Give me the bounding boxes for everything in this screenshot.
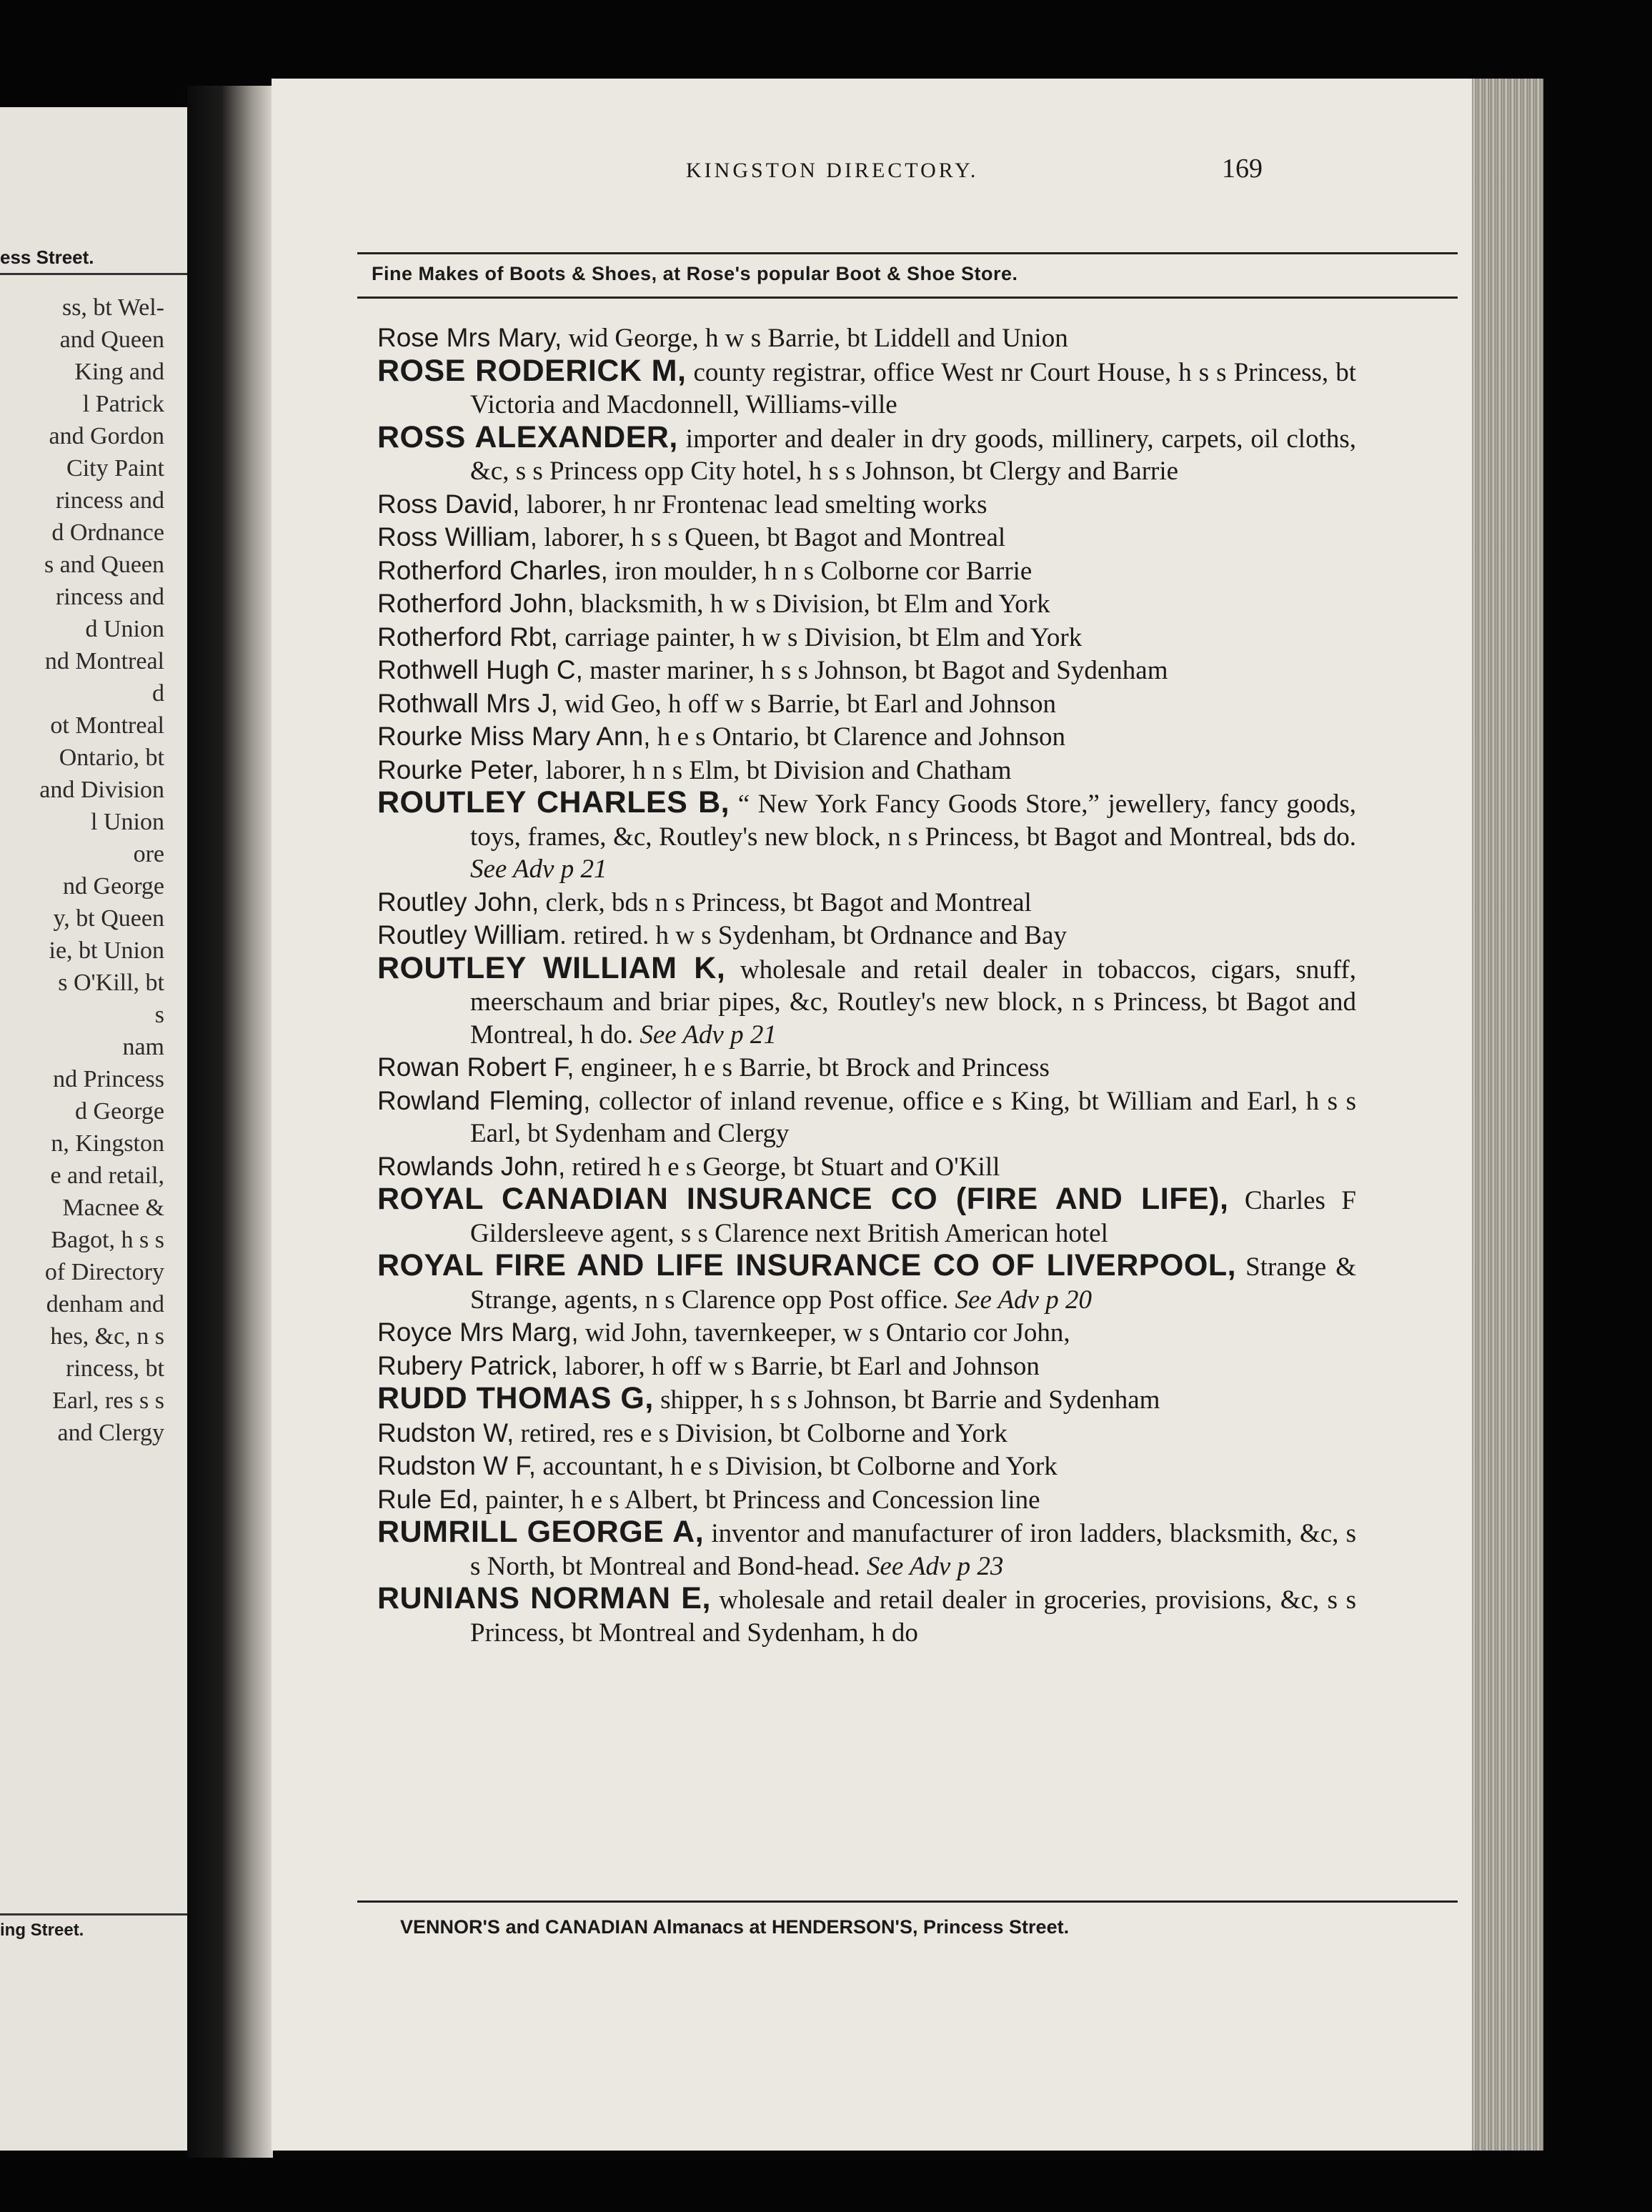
left-page-line: hes, &c, n s bbox=[50, 1323, 164, 1350]
directory-entry bbox=[377, 322, 1356, 355]
left-page-line: denham and bbox=[46, 1291, 164, 1317]
directory-entry bbox=[377, 1316, 1356, 1350]
left-page-line: ie, bt Union bbox=[49, 937, 164, 964]
entry-description: inventor and manufacturer of iron ladders, blacksmith, &c, s s North, bt Montreal and Bond-head. bbox=[470, 1519, 1357, 1581]
entry-description: Strange & Strange, agents, n s Clarence opp Post office. bbox=[470, 1252, 1356, 1315]
directory-entry-featured bbox=[377, 952, 1356, 1052]
left-page-line: d bbox=[152, 680, 164, 707]
directory-entries bbox=[377, 322, 1356, 1649]
entry-name: Rourke Peter, bbox=[377, 754, 539, 784]
entry-description: wholesale and retail dealer in groceries, provisions, &c, s s Princess, bt Montreal and Sydenham, h do bbox=[470, 1585, 1356, 1648]
entry-name: Rowlands John, bbox=[377, 1151, 566, 1181]
directory-entry-featured bbox=[377, 1516, 1356, 1583]
directory-entry bbox=[377, 1350, 1356, 1383]
entry-name: ROYAL CANADIAN INSURANCE CO (FIRE AND LIFE), bbox=[377, 1182, 1229, 1216]
entry-description: engineer, h e s Barrie, bt Brock and Princess bbox=[574, 1053, 1050, 1082]
directory-entry bbox=[377, 1051, 1356, 1085]
left-page-line: ss, bt Wel- bbox=[61, 294, 164, 321]
entry-description: wid John, tavernkeeper, w s Ontario cor John, bbox=[578, 1318, 1070, 1347]
directory-entry-featured bbox=[377, 1583, 1356, 1649]
left-page-line: s bbox=[154, 1002, 164, 1028]
running-title: KINGSTON DIRECTORY. bbox=[686, 159, 979, 182]
entry-name: Routley William. bbox=[377, 920, 567, 950]
entry-name: Rudston W, bbox=[377, 1418, 514, 1448]
entry-description: iron moulder, h n s Colborne cor Barrie bbox=[607, 556, 1032, 586]
entry-description: carriage painter, h w s Division, bt Elm and York bbox=[557, 622, 1083, 652]
left-page-line: and Clergy bbox=[57, 1420, 164, 1446]
left-page-line: s and Queen bbox=[44, 552, 164, 578]
entry-description: shipper, h s s Johnson, bt Barrie and Sydenham bbox=[653, 1385, 1160, 1415]
entry-name: Rotherford Rbt, bbox=[377, 622, 558, 652]
entry-name: Ross David, bbox=[377, 489, 520, 519]
left-page-line: l Union bbox=[91, 809, 164, 835]
left-page-line: City Paint bbox=[66, 455, 164, 482]
directory-entry bbox=[377, 554, 1356, 588]
entry-name: Rotherford Charles, bbox=[377, 555, 608, 585]
directory-entry bbox=[377, 1085, 1356, 1150]
directory-entry bbox=[377, 1417, 1356, 1450]
directory-entry-featured bbox=[377, 355, 1356, 422]
entry-name: Rose Mrs Mary, bbox=[377, 323, 562, 352]
entry-name: ROSE RODERICK M, bbox=[377, 353, 687, 388]
entry-name: ROYAL FIRE AND LIFE INSURANCE CO OF LIVERPOOL, bbox=[377, 1248, 1237, 1282]
left-page-line: n, Kingston bbox=[51, 1130, 164, 1157]
left-page-line: d George bbox=[75, 1098, 164, 1125]
entry-description: clerk, bds n s Princess, bt Bagot and Montreal bbox=[539, 887, 1032, 917]
entry-description: “ New York Fancy Goods Store,” jewellery, fancy goods, toys, frames, &c, Routley's new block, n s Princess, bt Bagot and Montreal, bds do. bbox=[470, 789, 1357, 852]
left-page-line: d Ordnance bbox=[51, 519, 164, 546]
left-page-top-rule bbox=[0, 273, 187, 275]
left-page-line: ot Montreal bbox=[50, 712, 164, 739]
entry-description: retired, res e s Division, bt Colborne and York bbox=[514, 1418, 1007, 1448]
left-page-line: s O'Kill, bt bbox=[58, 970, 164, 996]
left-page-line: nd Princess bbox=[53, 1066, 164, 1092]
entry-description: retired. h w s Sydenham, bt Ordnance and Bay bbox=[567, 921, 1067, 950]
directory-entry bbox=[377, 754, 1356, 787]
bottom-advertisement: VENNOR'S and CANADIAN Almanacs at HENDERSON'S, Princess Street. bbox=[400, 1916, 1070, 1938]
directory-entry bbox=[377, 654, 1356, 687]
left-page-line: ore bbox=[133, 841, 164, 867]
left-page-line: nd George bbox=[63, 873, 164, 900]
left-page-line: rincess and bbox=[55, 584, 164, 610]
directory-entry bbox=[377, 919, 1356, 952]
entry-description: master mariner, h s s Johnson, bt Bagot and Sydenham bbox=[582, 656, 1168, 685]
entry-description: wid George, h w s Barrie, bt Liddell and Union bbox=[562, 324, 1068, 353]
left-page-line: nam bbox=[122, 1034, 164, 1060]
book-gutter bbox=[187, 86, 273, 2158]
left-page-line: Ontario, bt bbox=[59, 744, 164, 771]
entry-advertisement-reference: See Adv p 20 bbox=[948, 1285, 1092, 1315]
left-facing-page bbox=[0, 107, 189, 2151]
entry-name: Rule Ed, bbox=[377, 1484, 479, 1514]
entry-name: Rudston W F, bbox=[377, 1451, 537, 1480]
left-page-line: rincess and bbox=[55, 487, 164, 514]
left-page-line: e and retail, bbox=[50, 1162, 164, 1189]
directory-entry bbox=[377, 1483, 1356, 1517]
left-page-line: and Gordon bbox=[49, 423, 164, 449]
directory-entry bbox=[377, 587, 1356, 621]
left-page-line: nd Montreal bbox=[44, 648, 164, 674]
directory-entry bbox=[377, 687, 1356, 721]
entry-name: Rothwall Mrs J, bbox=[377, 688, 558, 718]
directory-entry bbox=[377, 1150, 1356, 1184]
left-page-line: Bagot, h s s bbox=[51, 1227, 164, 1253]
entry-description: wholesale and retail dealer in tobaccos, cigars, snuff, meerschaum and briar pipes, &c, Routley's new block, n s Princess, bt Bagot and Montreal, h do. bbox=[470, 955, 1357, 1050]
entry-description: importer and dealer in dry goods, millinery, carpets, oil cloths, &c, s s Princess opp City hotel, h s s Johnson, bt Clergy and Barrie bbox=[470, 424, 1356, 486]
entry-description: retired h e s George, bt Stuart and O'Kill bbox=[565, 1152, 1000, 1182]
entry-name: ROSS ALEXANDER, bbox=[377, 419, 678, 454]
entry-description: laborer, h n s Elm, bt Division and Chatham bbox=[539, 755, 1012, 785]
entry-advertisement-reference: See Adv p 21 bbox=[470, 855, 607, 884]
directory-entry bbox=[377, 488, 1356, 522]
entry-name: ROUTLEY WILLIAM K, bbox=[377, 950, 726, 985]
entry-name: Rubery Patrick, bbox=[377, 1350, 558, 1380]
entry-name: Rotherford John, bbox=[377, 589, 574, 618]
left-page-line: rincess, bt bbox=[66, 1355, 164, 1382]
entry-name: Ross William, bbox=[377, 522, 538, 552]
left-page-footer: ing Street. bbox=[0, 1920, 84, 1940]
directory-entry bbox=[377, 720, 1356, 754]
directory-entry-featured bbox=[377, 1382, 1356, 1417]
left-page-header: ess Street. bbox=[0, 246, 94, 268]
entry-name: ROUTLEY CHARLES B, bbox=[377, 785, 730, 819]
entry-description: h e s Ontario, bt Clarence and Johnson bbox=[650, 722, 1066, 752]
entry-name: RUDD THOMAS G, bbox=[377, 1381, 654, 1415]
entry-name: RUMRILL GEORGE A, bbox=[377, 1515, 705, 1549]
entry-description: laborer, h off w s Barrie, bt Earl and Johnson bbox=[557, 1351, 1040, 1381]
left-page-line: d Union bbox=[85, 616, 164, 642]
entry-name: RUNIANS NORMAN E, bbox=[377, 1581, 711, 1615]
entry-name: Royce Mrs Marg, bbox=[377, 1317, 579, 1347]
top-advertisement: Fine Makes of Boots & Shoes, at Rose's popular Boot & Shoe Store. bbox=[372, 263, 1018, 284]
entry-description: Charles F Gildersleeve agent, s s Clarence next British American hotel bbox=[470, 1186, 1356, 1248]
left-page-bottom-rule bbox=[0, 1913, 187, 1915]
left-page-line: Macnee & bbox=[62, 1195, 164, 1221]
entry-description: laborer, h nr Frontenac lead smelting works bbox=[519, 489, 987, 519]
left-page-line: King and bbox=[74, 359, 164, 385]
entry-name: Rourke Miss Mary Ann, bbox=[377, 722, 651, 751]
directory-entry bbox=[377, 1450, 1356, 1483]
entry-advertisement-reference: See Adv p 21 bbox=[633, 1020, 777, 1050]
entry-description: blacksmith, h w s Division, bt Elm and York bbox=[574, 589, 1050, 619]
entry-description: collector of inland revenue, office e s King, bt William and Earl, h s s Earl, bt Sydenham and Clergy bbox=[470, 1086, 1356, 1148]
left-page-line: and Division bbox=[39, 777, 164, 803]
entry-description: painter, h e s Albert, bt Princess and Concession line bbox=[478, 1485, 1040, 1515]
entry-name: Rowland Fleming, bbox=[377, 1085, 591, 1115]
directory-entry-featured bbox=[377, 1250, 1356, 1316]
entry-name: Rothwell Hugh C, bbox=[377, 655, 583, 684]
directory-entry bbox=[377, 521, 1356, 554]
entry-description: accountant, h e s Division, bt Colborne and York bbox=[536, 1452, 1058, 1481]
header-rule bbox=[357, 252, 1458, 254]
left-page-line: Earl, res s s bbox=[52, 1388, 164, 1414]
entry-name: Routley John, bbox=[377, 887, 539, 917]
directory-page bbox=[272, 79, 1472, 2151]
left-page-line: y, bt Queen bbox=[53, 905, 164, 932]
directory-entry bbox=[377, 886, 1356, 920]
entry-name: Rowan Robert F, bbox=[377, 1052, 574, 1082]
entry-advertisement-reference: See Adv p 23 bbox=[860, 1551, 1004, 1581]
top-ad-rule bbox=[357, 297, 1458, 299]
left-page-line: l Patrick bbox=[82, 391, 164, 417]
entry-description: county registrar, office West nr Court House, h s s Princess, bt Victoria and Macdonnell, Williams-ville bbox=[470, 357, 1356, 419]
directory-entry-featured bbox=[377, 419, 1356, 488]
page-number: 169 bbox=[1222, 154, 1263, 184]
bottom-rule bbox=[357, 1900, 1458, 1903]
left-page-line: and Queen bbox=[59, 327, 164, 353]
entry-description: laborer, h s s Queen, bt Bagot and Montreal bbox=[537, 523, 1006, 552]
directory-entry-featured bbox=[377, 787, 1356, 886]
directory-entry-featured bbox=[377, 1183, 1356, 1250]
directory-entry bbox=[377, 621, 1356, 654]
entry-description: wid Geo, h off w s Barrie, bt Earl and Johnson bbox=[557, 689, 1056, 719]
left-page-line: of Directory bbox=[44, 1259, 164, 1285]
